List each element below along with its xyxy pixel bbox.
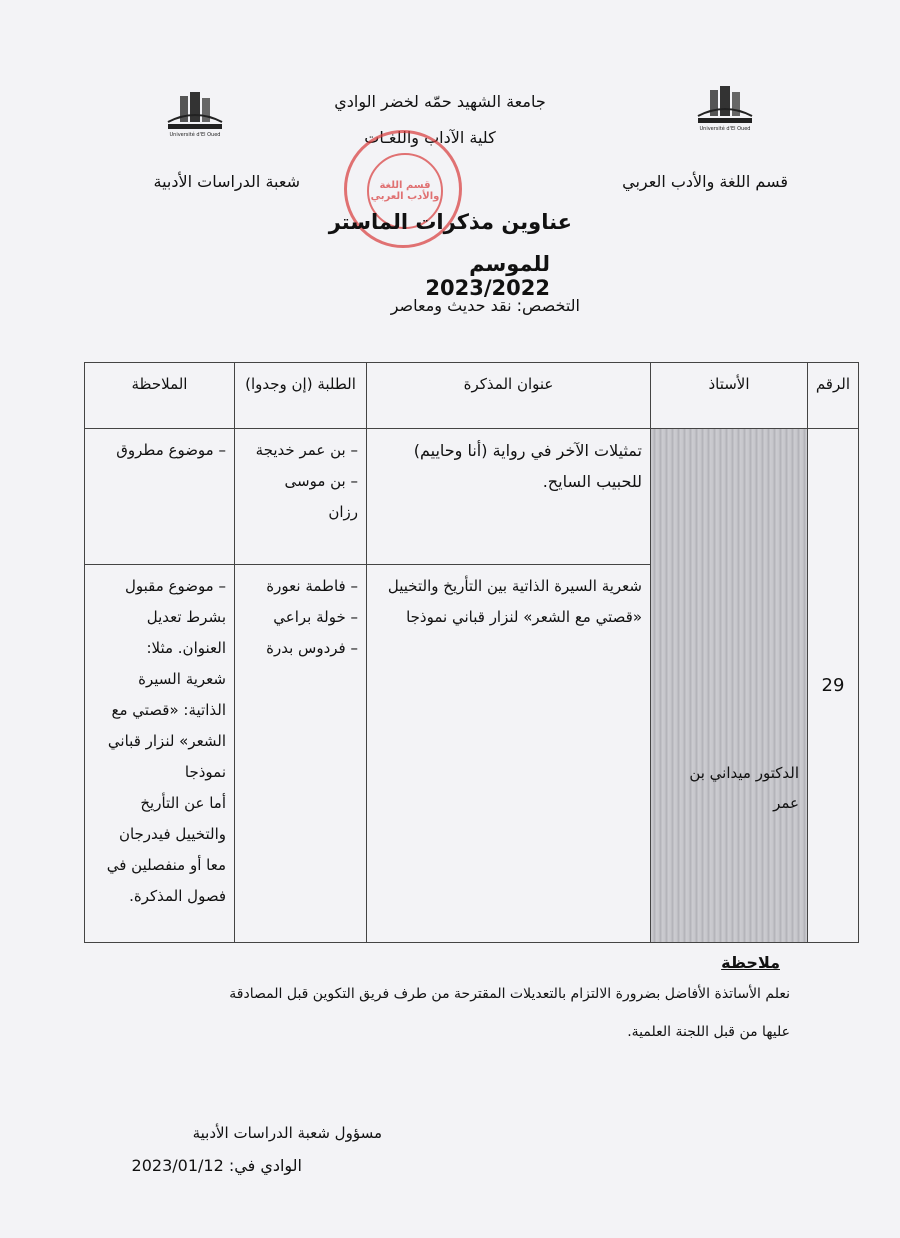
thesis-table xyxy=(84,362,859,943)
section-name: شعبة الدراسات الأدبية xyxy=(153,172,300,191)
table-header-row xyxy=(85,363,859,429)
faculty-name: كلية الآداب واللغـات xyxy=(364,128,496,147)
professor-name: الدكتور ميداني بن عمر xyxy=(689,763,799,812)
header-remark: الملاحظة xyxy=(85,363,235,429)
professor-cell xyxy=(651,429,808,943)
university-logo-left xyxy=(160,90,230,142)
header-thesis-title: عنوان المذكرة xyxy=(367,363,651,429)
svg-text:Université d'El Oued: Université d'El Oued xyxy=(699,126,751,132)
header-number: الرقم xyxy=(808,363,859,429)
specialty: التخصص: نقد حديث ومعاصر xyxy=(390,296,580,315)
svg-text:Université d'El Oued: Université d'El Oued xyxy=(169,132,221,138)
document-title: عناوين مذكرات الماستر xyxy=(328,210,572,234)
remark-cell: – موضوع مطروق xyxy=(85,429,235,565)
thesis-title-cell: شعرية السيرة الذاتية بين التأريخ والتخييل «قصتي مع الشعر» لنزار قباني نموذجا xyxy=(367,565,651,943)
responsible-signature-label: مسؤول شعبة الدراسات الأدبية xyxy=(192,1124,382,1142)
date-line: الوادي في: 2023/01/12 xyxy=(131,1156,302,1175)
students-cell: – بن عمر خديجة – بن موسى رزان xyxy=(235,429,367,565)
header-professor: الأستاذ xyxy=(651,363,808,429)
university-logo-right xyxy=(690,84,760,136)
header-students: الطلبة (إن وجدوا) xyxy=(235,363,367,429)
document-season: للموسم 2023/2022 xyxy=(425,252,550,300)
row-number: 29 xyxy=(808,429,859,943)
note-line-2: عليها من قبل اللجنة العلمية. xyxy=(627,1024,790,1040)
students-cell: – فاطمة نعورة – خولة براعي – فردوس بدرة xyxy=(235,565,367,943)
thesis-title-cell: تمثيلات الآخر في رواية (أنا وحاييم) للحبيب السايح. xyxy=(367,429,651,565)
department-name: قسم اللغة والأدب العربي xyxy=(622,172,788,191)
note-title: ملاحظة xyxy=(721,953,780,972)
remark-cell: – موضوع مقبول بشرط تعديل العنوان. مثلا: شعرية السيرة الذاتية: «قصتي مع الشعر» لنزار قباني نموذجا أما عن التأريخ والتخييل فيدرجان معا أو منفصلين في فصول المذكرة. xyxy=(85,565,235,943)
note-line-1: نعلم الأساتذة الأفاضل بضرورة الالتزام بالتعديلات المقترحة من طرف فريق التكوين قبل المصادقة xyxy=(229,986,790,1002)
university-name: جامعة الشهيد حمّه لخضر الوادي xyxy=(334,92,546,111)
table-row xyxy=(85,429,859,565)
stamp-center: قسم اللغة والأدب العربي xyxy=(367,153,443,229)
